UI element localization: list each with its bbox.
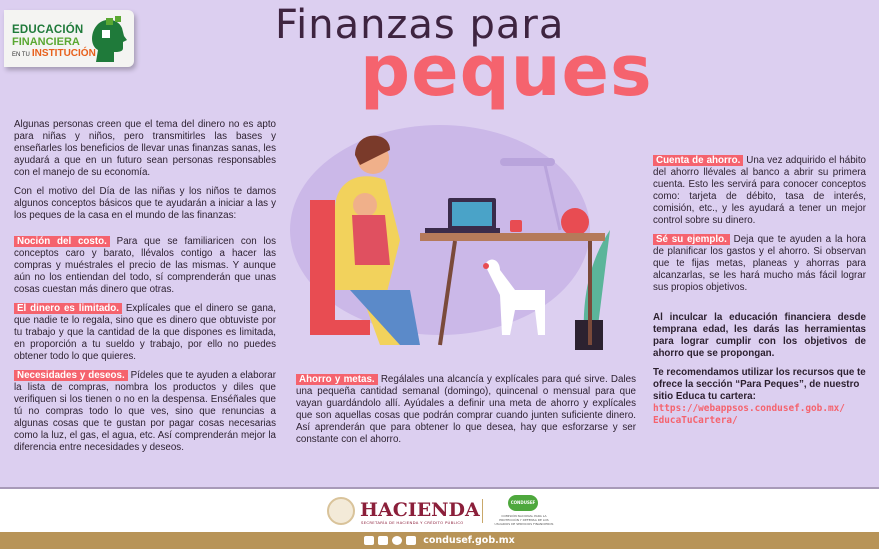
head-puzzle-icon xyxy=(88,14,128,64)
section-title: Ahorro y metas. xyxy=(296,374,378,385)
section-nocion-costo xyxy=(14,236,276,296)
right-column xyxy=(653,155,866,434)
logo-line3 xyxy=(12,48,96,59)
section-ahorro-metas xyxy=(296,374,636,446)
twitter-icon[interactable] xyxy=(378,536,388,545)
section-title: El dinero es limitado. xyxy=(14,303,122,314)
desk xyxy=(420,233,605,241)
intro-paragraph-2: Con el motivo del Día de las niñas y los niños te damos algunos conceptos básicos que te ayudarán a iniciar a las y los peques de la casa en el mundo de las finanzas: xyxy=(14,186,276,221)
educa-tu-cartera-link[interactable]: https://webappsos.condusef.gob.mx/ EducaTuCartera/ xyxy=(653,403,845,426)
section-se-su-ejemplo xyxy=(653,234,866,294)
website-link[interactable]: condusef.gob.mx xyxy=(423,535,515,546)
section-text: Regálales una alcancía y explícales para qué sirve. Dales una pequeña cantidad semanal (domingo), quincenal o mensual para que vayan guardándolo allí. Ayúdales a definir una meta de ahorro y explícales que son aquellas cosas que podrán comprar cuando junten suficiente dinero. Así aprenderán que para obtener lo que desea, hay que esforzarse y ser constante con el ahorro. xyxy=(296,374,636,445)
hacienda-logo: HACIENDA xyxy=(360,499,480,521)
social-bar xyxy=(0,532,879,549)
instagram-icon[interactable] xyxy=(392,536,402,545)
plant-pot xyxy=(561,208,589,236)
logo-line1: EDUCACIÓN xyxy=(12,24,84,36)
section-title: Noción del costo. xyxy=(14,236,110,247)
hacienda-subtitle: SECRETARÍA DE HACIENDA Y CRÉDITO PÚBLICO xyxy=(361,520,464,525)
lamp xyxy=(500,158,555,166)
intro-paragraph-1: Algunas personas creen que el tema del dinero no es apto para niñas y niños, pero transmitirles las bases y enseñarles los beneficios de llevar unas finanzas sanas, les ayudará a que en un futuro sean personas responsables con el manejo de su economía. xyxy=(14,119,276,178)
condusef-logo: CONDUSEF xyxy=(508,495,538,511)
logo-line3-main: INSTITUCIÓN xyxy=(31,48,96,59)
section-text: Para que se familiaricen con los conceptos caro y barato, llévalos contigo a hacer las compras y muéstrales el precio de las mismas. Y aunque aún no los entiendan del todo, sí comprenderán que unas cosas cuestan más dinero que otras. xyxy=(14,236,276,295)
closing-paragraph: Al inculcar la educación financiera desde temprana edad, les darás las herramientas para lograr cumplir con los objetivos de ahorro que se propongan. xyxy=(653,312,866,359)
footer xyxy=(0,487,879,532)
section-text: Explícales que el dinero se gana, que nadie te lo regala, sino que es dinero que obtuviste por tu trabajo y que la cantidad de la que dispones es limitada, en proporción a tu sueldo y trabajo, por ello no puedes obtener todo lo que quieres. xyxy=(14,303,276,362)
title-line1: Finanzas para xyxy=(275,2,565,48)
left-column xyxy=(14,119,276,461)
logo-line2: FINANCIERA xyxy=(12,36,80,48)
mother-child-laptop-illustration xyxy=(290,120,645,365)
divider xyxy=(482,499,483,523)
mexico-seal-icon xyxy=(327,497,355,525)
condusef-subtitle: COMISIÓN NACIONAL PARA LA PROTECCIÓN Y DEFENSA DE LOS USUARIOS DE SERVICIOS FINANCIEROS xyxy=(494,514,554,526)
mug xyxy=(510,220,522,232)
section-dinero-limitado xyxy=(14,303,276,363)
recommend-paragraph xyxy=(653,367,866,427)
child xyxy=(353,193,377,217)
section-cuenta-ahorro xyxy=(653,155,866,227)
section-text: Una vez adquirido el hábito del ahorro llévales al banco a abrir su primera cuenta. Esto les servirá para conocer conceptos como: tarjeta de débito, tasa de interés, comisión, etc., y les ayudará a tener un mejor control sobre su dinero. xyxy=(653,155,866,226)
section-title: Cuenta de ahorro. xyxy=(653,155,743,166)
logo-line3-small: EN TU xyxy=(12,52,30,58)
section-necesidades-deseos xyxy=(14,370,276,454)
section-text: Deja que te ayuden a la hora de planificar los gastos y el ahorro. Si observan que te fijas metas, planeas y ahorras para alcanzarlas, se les hará mucho más fácil lograr sus propios objetivos. xyxy=(653,234,866,293)
educacion-financiera-logo xyxy=(4,10,134,67)
recommend-text: Te recomendamos utilizar los recursos que te ofrece la sección “Para Peques”, de nuestro sitio Educa tu cartera: xyxy=(653,367,866,402)
section-text: Pídeles que te ayuden a elaborar la lista de compras, nombra los productos y diles que verifiquen si los tienen o no en la despensa. Enséñales que tú no compras todo lo que ves, sino que renuncias a algunas cosas que te gustan por pagar cosas necesarias como la luz, el gas, el agua, etc. Así comprenderán mejor la diferencia entre necesidades y deseos. xyxy=(14,370,276,453)
middle-column xyxy=(296,374,636,453)
section-title: Sé su ejemplo. xyxy=(653,234,730,245)
youtube-icon[interactable] xyxy=(406,536,416,545)
title-line2: peques xyxy=(360,30,653,112)
section-title: Necesidades y deseos. xyxy=(14,370,128,381)
facebook-icon[interactable] xyxy=(364,536,374,545)
